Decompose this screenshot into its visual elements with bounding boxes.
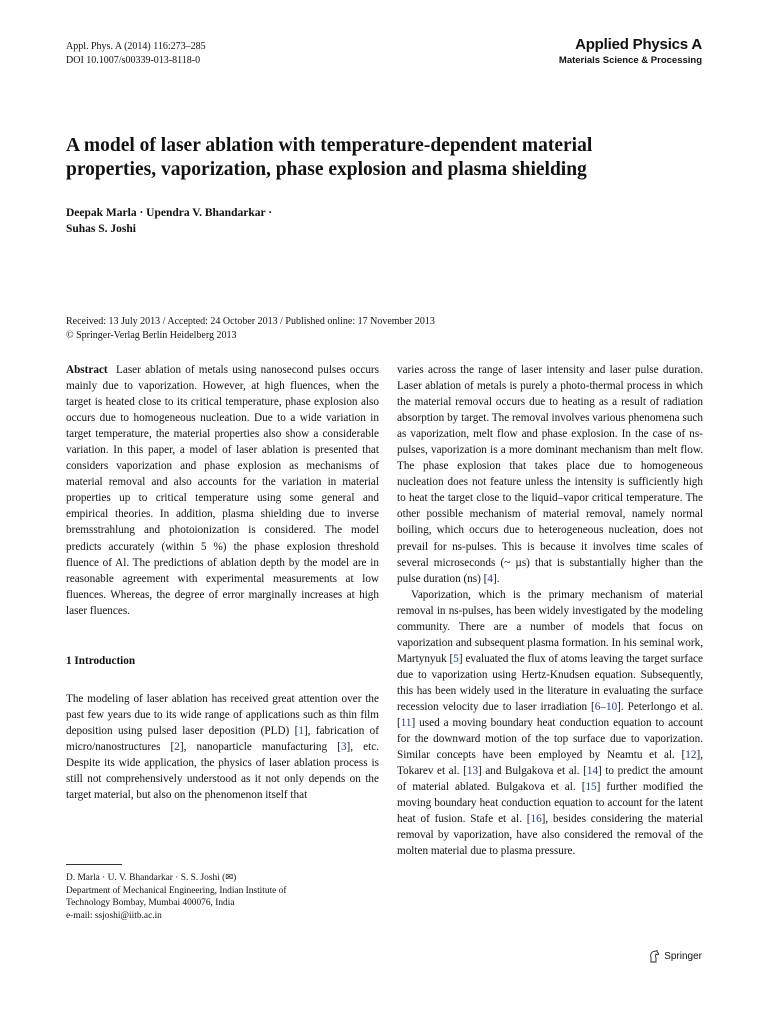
abstract-paragraph bbox=[66, 362, 379, 619]
author-list bbox=[66, 205, 272, 237]
footnote-divider bbox=[66, 864, 122, 865]
body-paragraph-continued: varies across the range of laser intensity and laser pulse duration. Laser ablation of metals is purely a photo-thermal process in which the material removal occurs due to heating as a result of radiation absorption by target. The removal involves various phenomena such as vaporization, melt flow and phase explosion. In the case of ns-pulses, vaporization is a more dominant mechanism than melt flow. The phase explosion that takes place due to homogeneous nucleation does not feature unless the intensity is sufficiently high to heat the target close to the liquid–vapor critical temperature. The other possible mechanism of material removal, namely normal boiling, which occurs due to heterogeneous nucleation, does not prevail for ns-pulses. This is because it involves time scales of several microseconds (~ µs) that is substantially higher than the pulse duration (ns) [4]. bbox=[397, 364, 703, 585]
author-affiliation-footnote bbox=[66, 872, 379, 922]
footnote-authors: D. Marla · U. V. Bhandarkar · S. S. Joshi (✉) bbox=[66, 873, 237, 883]
abstract-text: Laser ablation of metals using nanosecond pulses occurs mainly due to vaporization. However, at high fluences, when the target is heated close to its critical temperature, phase explosion also occurs due to homogeneous nucleation. Due to a wide variation in target temperature, the material properties also show a considerable variation. In this paper, a model of laser ablation is presented that considers vaporization and phase explosion as mechanisms of material removal and also accounts for the variation in material properties up to critical temperature using some general and empirical theories. In addition, plasma shielding due to inverse bremsstrahlung and photoionization is considered. The model predicts accurately (within 5 %) the phase explosion threshold fluence of Al. The predictions of ablation depth by the model are in reasonable agreement with experimental measurements at low fluences. Whereas, the degree of error marginally increases at high laser fluences. bbox=[66, 364, 379, 617]
citation-link[interactable]: 15 bbox=[585, 781, 597, 794]
running-header-citation bbox=[66, 40, 206, 68]
citation-link[interactable]: 4 bbox=[487, 572, 494, 585]
citation-link[interactable]: 11 bbox=[400, 717, 412, 730]
right-column bbox=[397, 362, 703, 859]
intro-paragraph-1: The modeling of laser ablation has received great attention over the past few years due to its wide range of applications such as thin film deposition using pulsed laser deposition (PLD) [1], fabrication of micro/nanostructures [2], nanoparticle manufacturing [3], etc. Despite its wide application, the physics of laser ablation process is still not comprehensively understood as it not only depends on the target material, but also on the phenomenon itself that bbox=[66, 692, 380, 802]
journal-citation: Appl. Phys. A (2014) 116:273–285 bbox=[66, 41, 206, 52]
received-accepted-dates: Received: 13 July 2013 / Accepted: 24 October 2013 / Published online: 17 November 2013 bbox=[66, 316, 435, 327]
journal-masthead bbox=[559, 36, 702, 66]
footnote-email[interactable]: e-mail: ssjoshi@iitb.ac.in bbox=[66, 910, 162, 921]
citation-link[interactable]: 13 bbox=[466, 765, 479, 778]
journal-subtitle: Materials Science & Processing bbox=[558, 55, 702, 66]
body-paragraph-vaporization: Vaporization, which is the primary mechanism of material removal in ns-pulses, has been widely investigated by the modeling community. There are a number of models that focus on vaporization and subsequent plasma formation. In his seminal work, Martynyuk [5] evaluated the flux of atoms leaving the target surface due to vaporization using Hertz-Knudsen equation. Subsequently, this has been widely used in the literature in evaluating the surface recession velocity due to laser irradiation [6–10]. Peterlongo et al. [11] used a moving boundary heat conduction equation to account for the downward motion of the top surface due to vaporization. Similar concepts have been employed by Neamtu et al. [12], Tokarev et al. [13] and Bulgakova et al. [14] to predict the amount of material ablated. Bulgakova et al. [15] further modified the moving boundary heat conduction equation to account for the latent heat of fusion. Stafe et al. [16], besides considering the material removal by vaporization, have also considered the removal of the molten material due to plasma pressure. bbox=[397, 588, 704, 858]
section-heading-introduction: 1 Introduction bbox=[66, 654, 136, 667]
title-line-1: A model of laser ablation with temperature-dependent material bbox=[66, 135, 593, 156]
publisher-footer bbox=[648, 950, 702, 963]
citation-link[interactable]: 2 bbox=[174, 740, 180, 753]
title-line-2: properties, vaporization, phase explosion and plasma shielding bbox=[66, 159, 587, 180]
citation-link[interactable]: 1 bbox=[298, 724, 304, 737]
doi-link[interactable]: DOI 10.1007/s00339-013-8118-0 bbox=[66, 55, 201, 66]
journal-name: Applied Physics A bbox=[575, 36, 702, 53]
publication-history bbox=[66, 315, 435, 343]
publisher-name: Springer bbox=[664, 951, 702, 962]
author-line-1[interactable]: Deepak Marla · Upendra V. Bhandarkar · bbox=[66, 207, 273, 219]
footnote-department: Department of Mechanical Engineering, Indian Institute of bbox=[66, 885, 287, 896]
springer-horse-icon bbox=[648, 950, 660, 963]
citation-link[interactable]: 14 bbox=[586, 765, 599, 778]
copyright-notice: © Springer-Verlag Berlin Heidelberg 2013 bbox=[66, 330, 237, 341]
citation-link[interactable]: 6–10 bbox=[594, 700, 618, 713]
author-line-2[interactable]: Suhas S. Joshi bbox=[66, 223, 136, 235]
citation-link[interactable]: 16 bbox=[530, 813, 542, 826]
citation-link[interactable]: 5 bbox=[453, 652, 459, 665]
citation-link[interactable]: 3 bbox=[340, 740, 347, 753]
footnote-institute: Technology Bombay, Mumbai 400076, India bbox=[66, 898, 235, 908]
citation-link[interactable]: 12 bbox=[685, 749, 697, 762]
left-column bbox=[66, 362, 379, 803]
paper-title bbox=[66, 134, 706, 182]
abstract-label: Abstract bbox=[66, 364, 108, 376]
